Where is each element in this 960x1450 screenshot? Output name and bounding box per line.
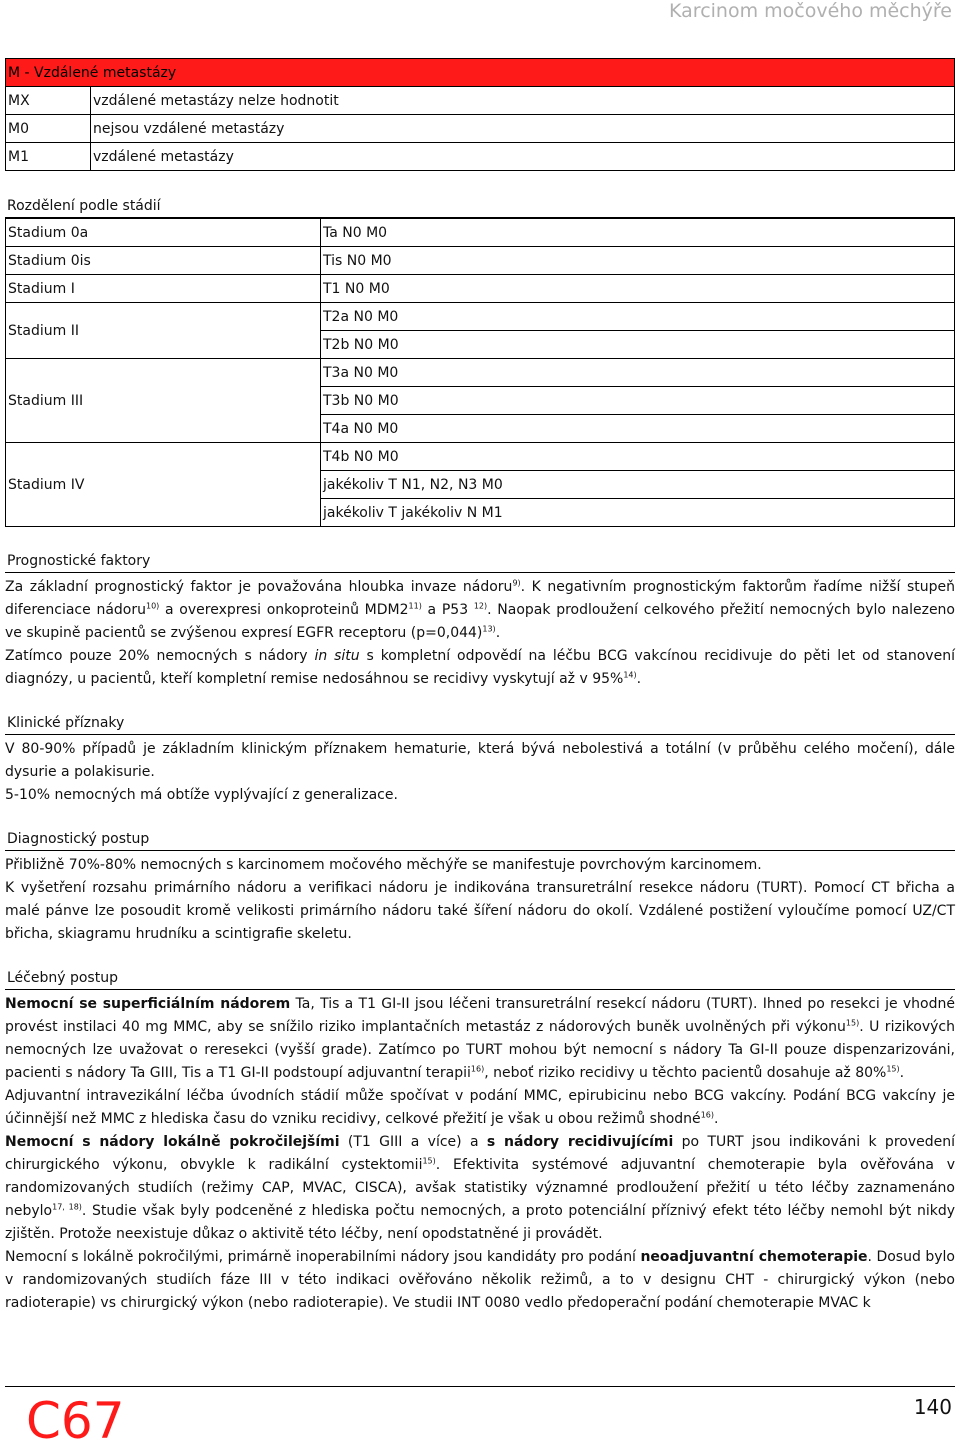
text: Za základní prognostický faktor je považována hloubka invaze nádoru xyxy=(5,579,513,595)
symptoms-paragraph: 5-10% nemocných má obtíže vyplývající z generalizace. xyxy=(5,787,398,803)
prognostic-heading: Prognostické faktory xyxy=(5,551,955,573)
metastases-section xyxy=(5,58,955,171)
bold-term: Nemocní se superficiálním nádorem xyxy=(5,996,291,1012)
reference: 17, 18) xyxy=(52,1202,82,1212)
reference: 14) xyxy=(623,670,637,680)
text: a overexpresi onkoproteinů MDM2 xyxy=(159,602,409,618)
text: . U rizikových nemocných lze uvažovat o reresekci (vyšší grade). Zatímco po TURT mohou být nemocní s nádory Ta GI-II pouze dispenzarizováni, pacienti s nádory Ta GIII, Tis a T1 GI-II podstoupí adjuvantní terapii xyxy=(5,1019,956,1081)
stage-tnm: T2b N0 M0 xyxy=(321,331,955,359)
stage-tnm: Ta N0 M0 xyxy=(321,219,955,247)
table-row xyxy=(6,143,955,171)
table-row xyxy=(6,303,955,331)
reference: 15) xyxy=(422,1156,436,1166)
meta-desc: nejsou vzdálené metastázy xyxy=(91,115,955,143)
text: s kompletní odpovědí na léčbu BCG vakcínou recidivuje do pěti let od stanovení diagnózy, u pacientů, kteří kompletní remise nedosáhnou se recidivy vyskytují až v 95% xyxy=(5,648,955,687)
text: (T1 GIII a více) a xyxy=(339,1134,487,1150)
text: . Naopak prodloužení celkového přežití nemocných bylo nalezeno ve skupině pacientů se zvýšenou expresí EGFR receptoru (p=0,044) xyxy=(5,602,955,641)
treatment-paragraph xyxy=(5,1246,955,1315)
text: po TURT jsou indikováni k provedení chirurgického výkonu, obvykle k radikální cystektomii xyxy=(5,1134,955,1173)
text: . Studie však byly podceněné z hlediska počtu nemocných, a proto potenciální příznivý efekt této léčby nemohl být nikdy zjištěn. Protože neexistuje důkaz o aktivitě této léčby, není opodstatněné ji provádět. xyxy=(5,1203,955,1242)
stages-heading: Rozdělení podle stádií xyxy=(5,196,955,218)
table-row xyxy=(6,443,955,471)
table-row xyxy=(6,247,955,275)
stage-name: Stadium III xyxy=(6,359,321,443)
text: Adjuvantní intravezikální léčba úvodních stádií může spočívat v podání MMC, epirubicinu nebo BCG vakcíny. Podání BCG vakcíny je účinnější než MMC z hlediska času do vzniku recidivy, celkové přežití je však u obou režimů shodné xyxy=(5,1088,955,1127)
stage-name: Stadium 0is xyxy=(6,247,321,275)
treatment-paragraph xyxy=(5,993,955,1085)
table-row xyxy=(6,87,955,115)
treatment-section xyxy=(5,968,955,1315)
treatment-paragraph xyxy=(5,1131,955,1246)
stages-section xyxy=(5,196,955,527)
meta-desc: vzdálené metastázy xyxy=(91,143,955,171)
text: Nemocní s lokálně pokročilými, primárně inoperabilními nádory jsou kandidáty pro podání xyxy=(5,1249,641,1265)
stage-tnm: jakékoliv T jakékoliv N M1 xyxy=(321,499,955,527)
meta-code: MX xyxy=(6,87,91,115)
stage-name: Stadium IV xyxy=(6,443,321,527)
text: . Efektivita systémové adjuvantní chemoterapie byla ověřována v randomizovaných studiích (režimy CAP, MVAC, CISCA), avšak statistiky významné prodloužení přežití u této léčby zaznamenáno nebylo xyxy=(5,1157,956,1219)
text: . xyxy=(899,1065,905,1081)
stage-tnm: T4b N0 M0 xyxy=(321,443,955,471)
symptoms-section xyxy=(5,713,955,807)
stage-name: Stadium II xyxy=(6,303,321,359)
footer-diagnosis-code: C67 xyxy=(26,1392,125,1450)
page-header-title: Karcinom močového měchýře xyxy=(669,0,952,22)
diagnostics-paragraph: K vyšetření rozsahu primárního nádoru a verifikaci nádoru je indikována transuretrální resekce nádoru (TURT). Pomocí CT břicha a malé pánve lze posoudit kromě velikosti primárního nádoru také šíření nádoru do okolí. Vzdálené postižení vyloučíme pomocí UZ/CT břicha, skiagramu hrudníku a scintigrafie skeletu. xyxy=(5,880,955,942)
reference: 12) xyxy=(473,601,488,611)
bold-term: neoadjuvantní chemoterapie xyxy=(640,1249,868,1265)
treatment-paragraph xyxy=(5,1085,955,1131)
stage-tnm: T3a N0 M0 xyxy=(321,359,955,387)
reference: 9) xyxy=(512,578,521,588)
footer-divider xyxy=(5,1386,955,1387)
reference: 16) xyxy=(470,1064,485,1074)
prognostic-paragraph xyxy=(5,576,955,645)
stage-name: Stadium I xyxy=(6,275,321,303)
reference: 15) xyxy=(845,1018,860,1028)
reference: 13) xyxy=(482,624,496,634)
text: . xyxy=(636,671,642,687)
stage-tnm: Tis N0 M0 xyxy=(321,247,955,275)
treatment-heading: Léčebný postup xyxy=(5,968,955,990)
stage-tnm: T2a N0 M0 xyxy=(321,303,955,331)
meta-code: M0 xyxy=(6,115,91,143)
diagnostics-paragraph: Přibližně 70%-80% nemocných s karcinomem močového měchýře se manifestuje povrchovým karcinomem. xyxy=(5,857,762,873)
metastases-title: M - Vzdálené metastázy xyxy=(6,59,955,87)
table-row xyxy=(6,115,955,143)
reference: 11) xyxy=(408,601,422,611)
diagnostics-heading: Diagnostický postup xyxy=(5,829,955,851)
meta-desc: vzdálené metastázy nelze hodnotit xyxy=(91,87,955,115)
table-row xyxy=(6,219,955,247)
reference: 15) xyxy=(886,1064,900,1074)
prognostic-paragraph xyxy=(5,645,955,691)
text: Zatímco pouze 20% nemocných s nádory xyxy=(5,648,315,664)
bold-term: s nádory recidivujícími xyxy=(486,1134,674,1150)
stages-table xyxy=(5,218,955,527)
metastases-table xyxy=(5,58,955,171)
prognostic-section xyxy=(5,551,955,691)
reference: 16) xyxy=(700,1110,714,1120)
text: . xyxy=(714,1111,719,1127)
text: Ta, Tis a T1 GI-II jsou léčeni transuretrální resekcí nádoru (TURT). Ihned po resekci je vhodné provést instilaci 40 mg MMC, aby se snížilo riziko implantačních metastáz z nádorových buněk uvolněných při výkonu xyxy=(5,996,955,1035)
stage-name: Stadium 0a xyxy=(6,219,321,247)
stage-tnm: T4a N0 M0 xyxy=(321,415,955,443)
symptoms-paragraph: V 80-90% případů je základním klinickým příznakem hematurie, která bývá nebolestivá a totální (v průběhu celého močení), dále dysurie a polakisurie. xyxy=(5,741,955,780)
symptoms-heading: Klinické příznaky xyxy=(5,713,955,735)
text: . xyxy=(495,625,501,641)
text: , neboť riziko recidivy u těchto pacientů dosahuje až 80% xyxy=(484,1065,887,1081)
text: . K negativním prognostickým faktorům řadíme nižší stupeň diferenciace nádoru xyxy=(5,579,955,618)
stage-tnm: jakékoliv T N1, N2, N3 M0 xyxy=(321,471,955,499)
meta-code: M1 xyxy=(6,143,91,171)
italic-term: in situ xyxy=(314,648,360,664)
table-row xyxy=(6,359,955,387)
text: . Dosud bylo v randomizovaných studiích fáze III v této indikaci ověřováno několik režimů, a to v designu CHT - chirurgický výkon (nebo radioterapie) vs chirurgický výkon (nebo radioterapie). Ve studii INT 0080 vedlo předoperační podání chemoterapie MVAC k xyxy=(5,1249,955,1311)
page-number: 140 xyxy=(913,1395,952,1419)
bold-term: Nemocní s nádory lokálně pokročilejšími xyxy=(5,1134,340,1150)
table-row xyxy=(6,275,955,303)
stage-tnm: T1 N0 M0 xyxy=(321,275,955,303)
stage-tnm: T3b N0 M0 xyxy=(321,387,955,415)
reference: 10) xyxy=(145,601,160,611)
text: a P53 xyxy=(421,602,474,618)
diagnostics-section xyxy=(5,829,955,946)
